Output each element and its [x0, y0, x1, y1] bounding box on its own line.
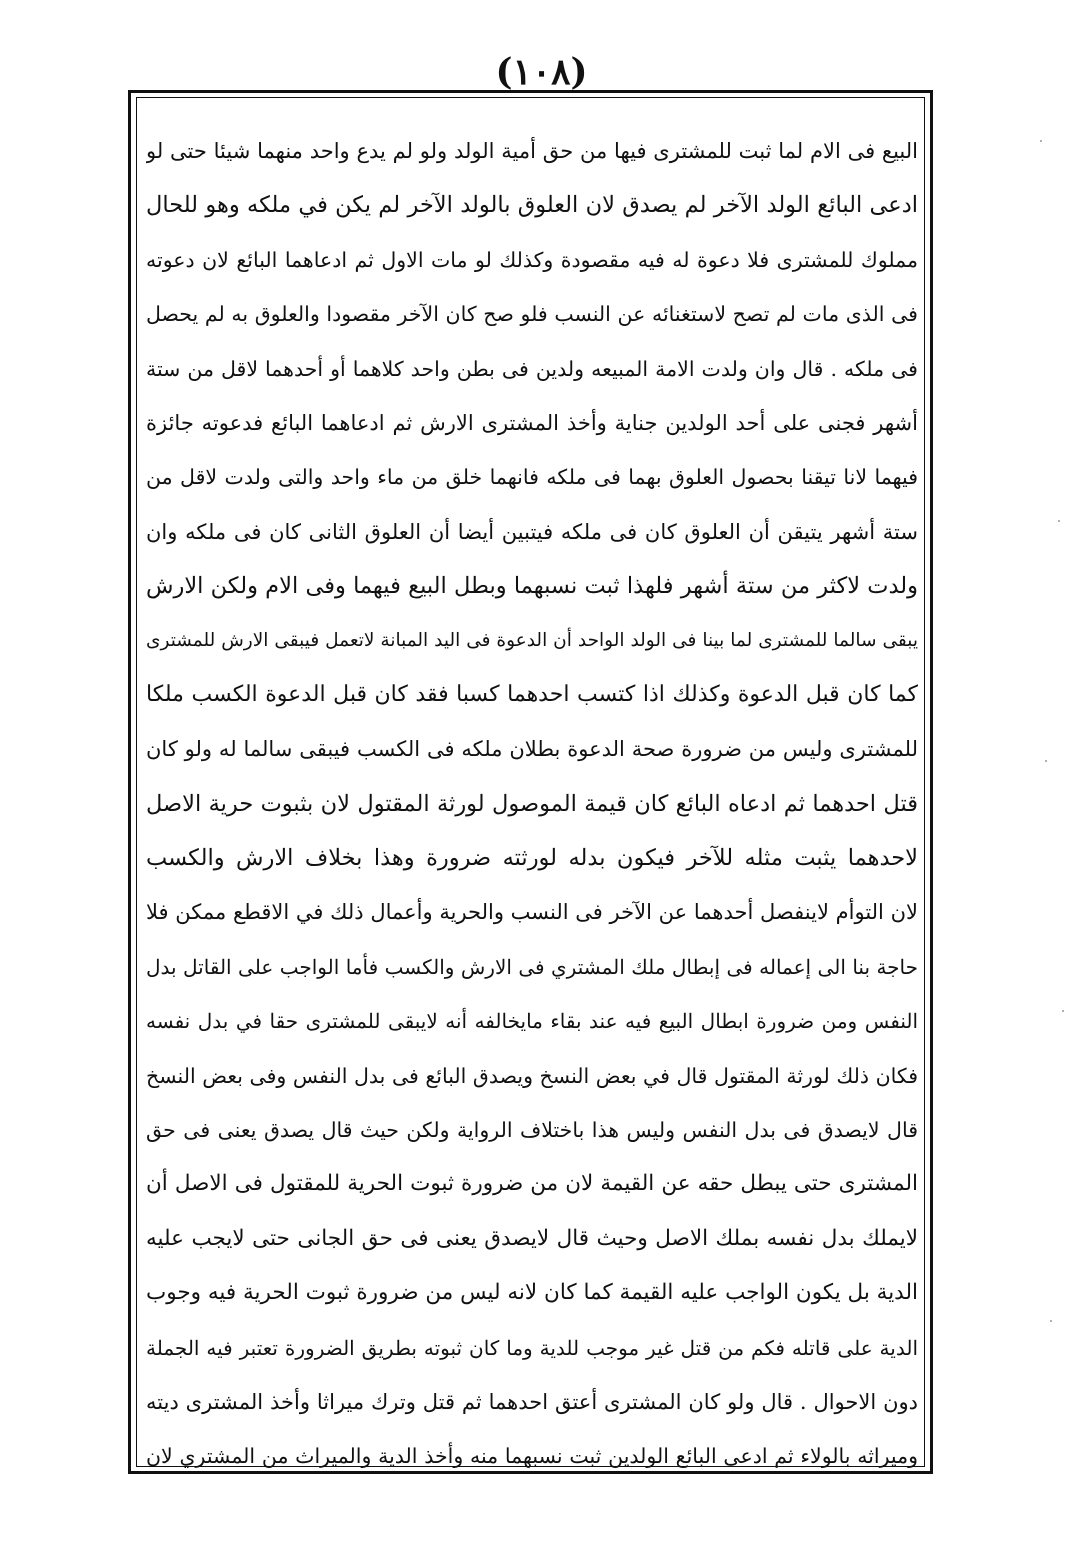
text-line: وميراثه بالولاء ثم ادعى البائع الولدين ثبت نسبهما منه وأخذ الدية والميراث من المشتري لان	[146, 1444, 918, 1469]
text-line: لايملك بدل نفسه بملك الاصل وحيث قال لايصدق يعنى فى حق الجانى حتى لايجب عليه	[146, 1225, 918, 1251]
text-line: لان التوأم لاينفصل أحدهما عن الآخر فى النسب والحرية وأعمال ذلك في الاقطع ممكن فلا	[146, 900, 918, 925]
body-text	[146, 124, 918, 1484]
text-line: ولدت لاكثر من ستة أشهر فلهذا ثبت نسبهما وبطل البيع فيهما وفى الام ولكن الارش	[146, 573, 918, 600]
text-line: ادعى البائع الولد الآخر لم يصدق لان العلوق بالولد الآخر لم يكن في ملكه وهو للحال	[146, 192, 918, 219]
text-line: فى الذى مات لم تصح لاستغنائه عن النسب فلو صح كان الآخر مقصودا والعلوق به لم يحصل	[146, 302, 918, 327]
text-line: النفس ومن ضرورة ابطال البيع فيه عند بقاء مايخالفه أنه لايبقى للمشترى حقا في بدل نفسه	[146, 1009, 918, 1034]
text-line: فكان ذلك لورثة المقتول قال في بعض النسخ ويصدق البائع فى بدل النفس وفى بعض النسخ	[146, 1063, 918, 1088]
scan-speck	[1045, 760, 1047, 762]
text-line: فيهما لانا تيقنا بحصول العلوق بهما فى ملكه فانهما خلق من ماء واحد والتى ولدت لاقل من	[146, 465, 918, 490]
scan-speck	[1058, 520, 1060, 522]
text-line: قال لايصدق فى بدل النفس وليس هذا باختلاف الرواية ولكن حيث قال يصدق يعنى فى حق	[146, 1118, 918, 1143]
scan-speck	[1040, 140, 1042, 142]
text-line: البيع فى الام لما ثبت للمشترى فيها من حق أمية الولد ولو لم يدع واحد منهما شيئا حتى لو	[146, 139, 918, 163]
text-line: ستة أشهر يتيقن أن العلوق كان فى ملكه فيتبين أيضا أن العلوق الثانى كان فى ملكه وان	[146, 519, 918, 544]
text-line: حاجة بنا الى إعماله فى إبطال ملك المشتري فى الارش والكسب فأما الواجب على القاتل بدل	[146, 954, 918, 979]
text-line: قتل احدهما ثم ادعاه البائع كان قيمة الموصول لورثة المقتول لان بثبوت حرية الاصل	[146, 790, 918, 817]
text-line: الدية بل يكون الواجب عليه القيمة كما كان لانه ليس من ضرورة ثبوت الحرية فيه وجوب	[146, 1280, 918, 1306]
text-line: فى ملكه . قال وان ولدت الامة المبيعه ولدين فى بطن واحد كلاهما أو أحدهما لاقل من ستة	[146, 356, 918, 381]
text-line: الدية على قاتله فكم من قتل غير موجب للدية وما كان ثبوته بطريق الضرورة تعتبر فيه الجملة	[146, 1335, 918, 1360]
text-line: أشهر فجنى على أحد الولدين جناية وأخذ المشترى الارش ثم ادعاهما البائع فدعوته جائزة	[146, 410, 918, 435]
text-line: للمشترى وليس من ضرورة صحة الدعوة بطلان ملكه فى الكسب فيبقى سالما له ولو كان	[146, 737, 918, 762]
text-line: المشترى حتى يبطل حقه عن القيمة لان من ضرورة ثبوت الحرية للمقتول فى الاصل أن	[146, 1171, 918, 1197]
scan-speck	[1050, 1320, 1052, 1322]
text-line: يبقى سالما للمشترى لما بينا فى الولد الواحد أن الدعوة فى اليد المبانة لاتعمل فيبقى الارش للمشترى	[146, 629, 918, 651]
scan-speck	[1062, 1010, 1064, 1012]
text-line: كما كان قبل الدعوة وكذلك اذا كتسب احدهما كسبا فقد كان قبل الدعوة الكسب ملكا	[146, 681, 918, 707]
page-number: (١٠٨)	[495, 51, 588, 93]
text-line: دون الاحوال . قال ولو كان المشترى أعتق احدهما ثم قتل وترك ميراثا وأخذ المشترى ديته	[146, 1389, 918, 1414]
text-line: لاحدهما يثبت مثله للآخر فيكون بدله لورثته ضرورة وهذا بخلاف الارش والكسب	[146, 845, 918, 872]
text-line: مملوك للمشترى فلا دعوة له فيه مقصودة وكذلك لو مات الاول ثم ادعاهما البائع لان دعوته	[146, 247, 918, 272]
